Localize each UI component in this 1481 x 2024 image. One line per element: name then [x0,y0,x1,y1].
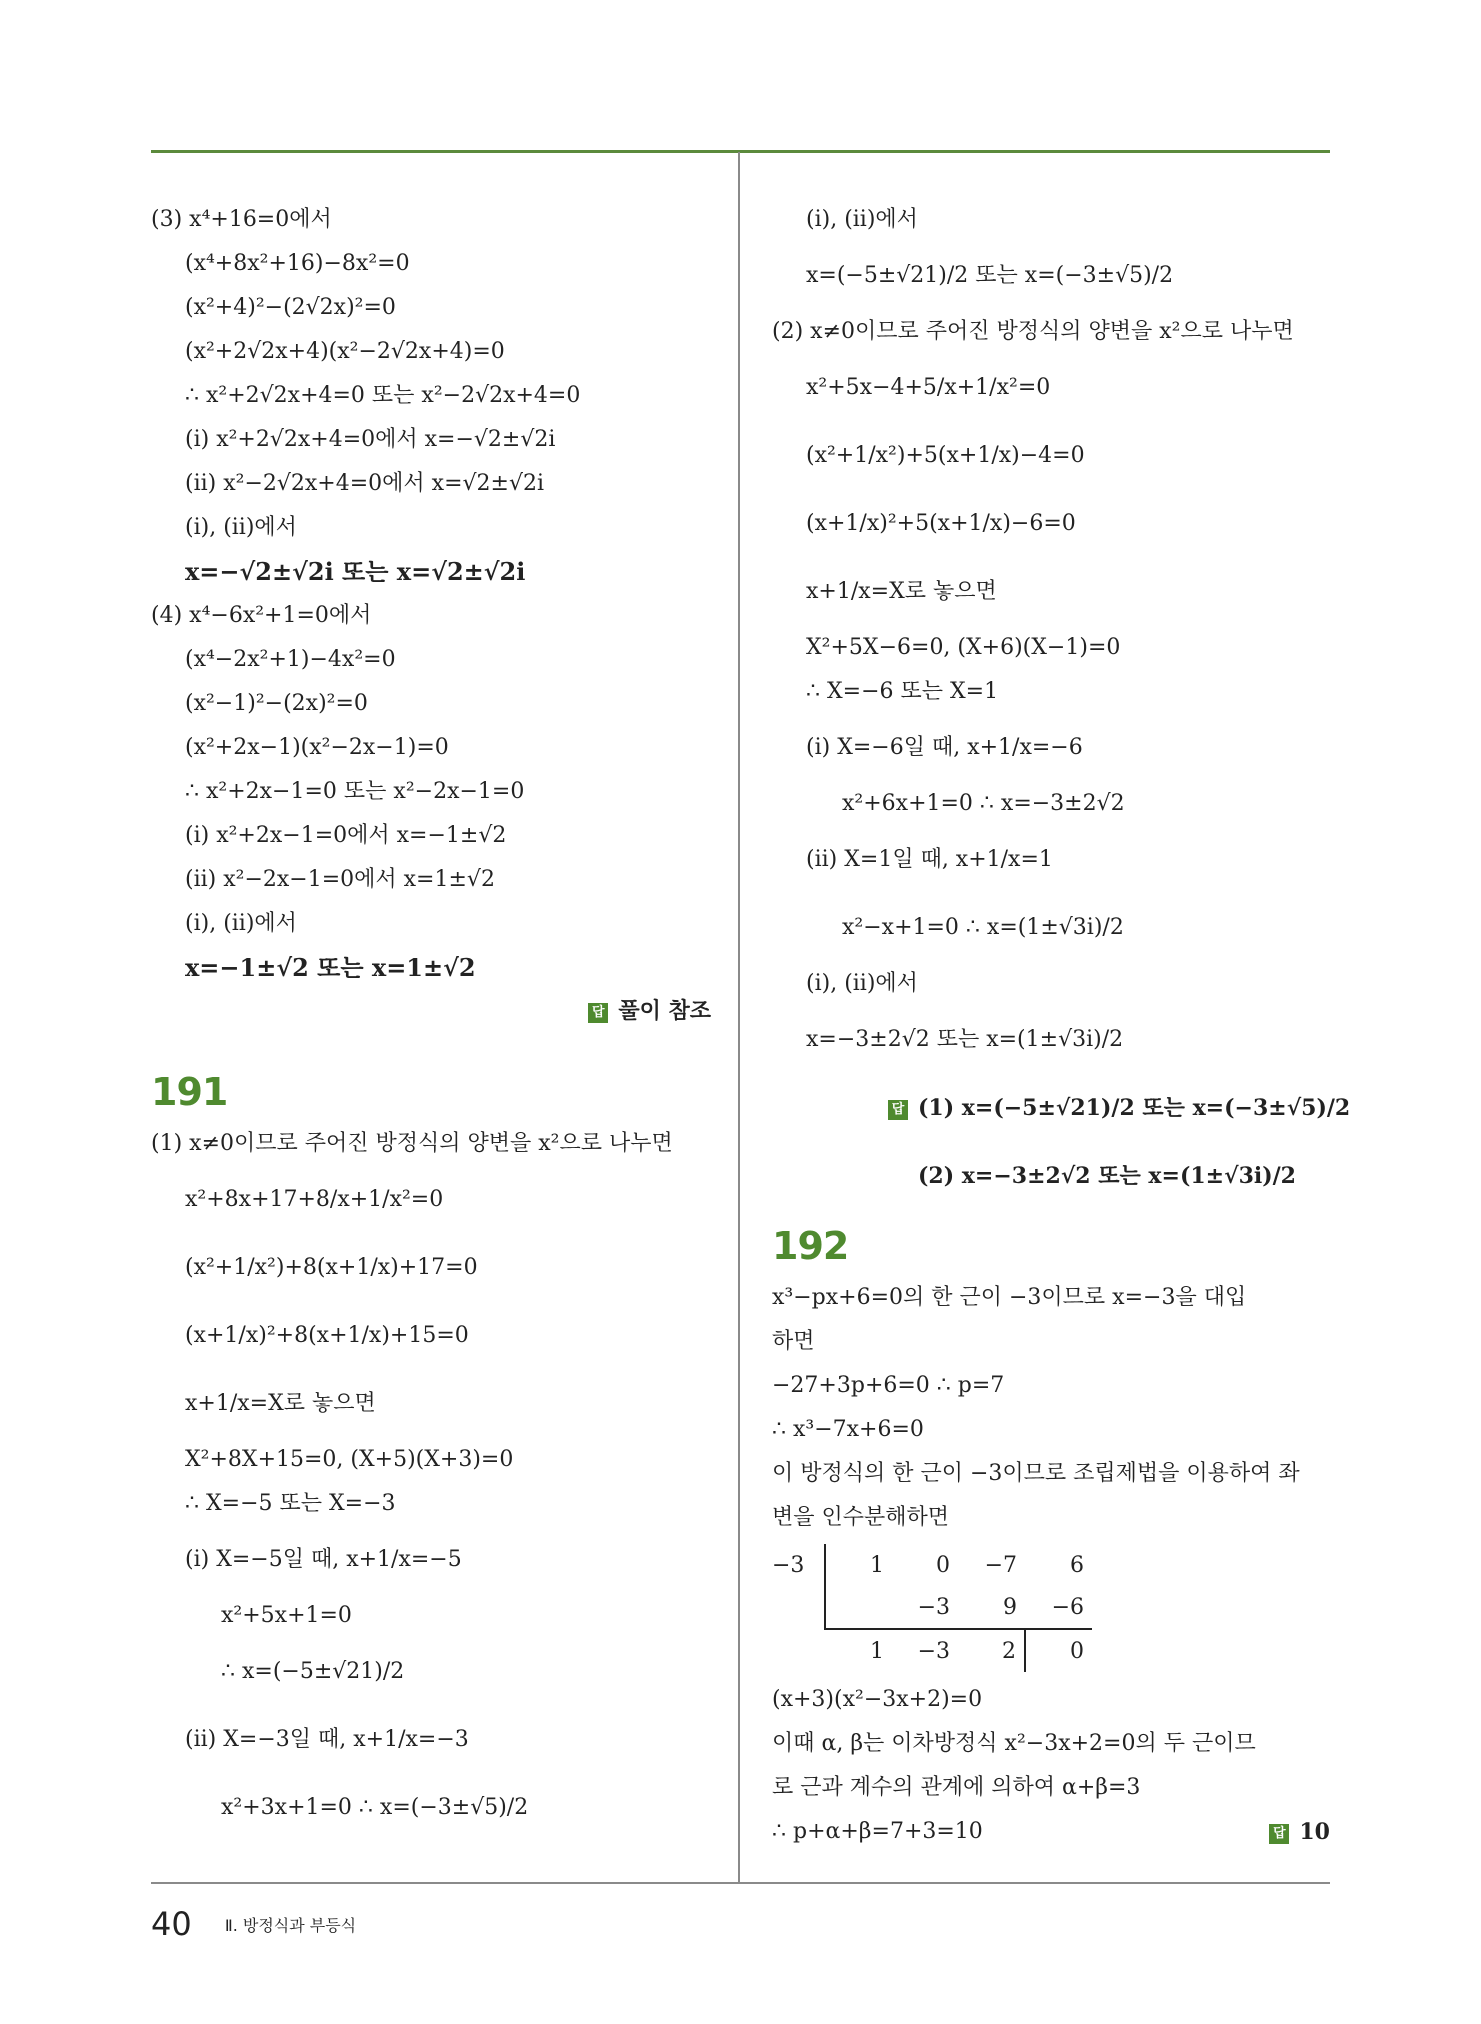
solution-line: 변을 인수분해하면 [772,1505,950,1530]
solution-line: ∴ X=−5 또는 X=−3 [185,1491,396,1516]
solution-line-final [772,1810,1330,1854]
solution-line: (i), (ii)에서 [806,971,918,996]
solution-line: (x²+2x−1)(x²−2x−1)=0 [185,735,449,760]
solution-line: ∴ x²+2x−1=0 또는 x²−2x−1=0 [185,779,525,804]
solution-result: x=−1±√2 또는 x=1±√2 [185,953,476,982]
solution-line: (x+1/x)²+8(x+1/x)+15=0 [185,1323,469,1348]
solution-text: ∴ p+α+β=7+3=10 [772,1819,983,1844]
solution-line: x+1/x=X로 놓으면 [806,579,997,604]
solution-line: (3) x⁴+16=0에서 [151,207,332,232]
solution-line: (i) X=−6일 때, x+1/x=−6 [806,735,1083,760]
part-3 [151,198,711,594]
answer-text: (1) x=(−5±√21)/2 또는 x=(−3±√5)/2 [918,1095,1351,1121]
solution-result: x=−√2±√2i 또는 x=√2±√2i [185,557,526,586]
bottom-rule [151,1882,1330,1884]
solution-line: (x²+1/x²)+5(x+1/x)−4=0 [806,443,1085,468]
problem-191-continued [772,198,1330,1074]
solution-line: 이때 α, β는 이차방정식 x²−3x+2=0의 두 근이므 [772,1731,1256,1756]
answer-text: 10 [1299,1819,1330,1845]
synthetic-division [772,1544,1330,1672]
solution-line: ∴ x²+2√2x+4=0 또는 x²−2√2x+4=0 [185,383,581,408]
solution-line: x²+5x−4+5/x+1/x²=0 [806,375,1051,400]
solution-line: 이 방정식의 한 근이 −3이므로 조립제법을 이용하여 좌 [772,1461,1300,1486]
answer-line [151,990,711,1034]
page-footer [151,1905,356,1943]
right-column [772,198,1351,1854]
solution-line: 로 근과 계수의 관계에 의하여 α+β=3 [772,1775,1141,1800]
solution-line: x=−3±2√2 또는 x=(1±√3i)/2 [806,1027,1124,1052]
answer-badge-icon: 답 [588,1003,608,1023]
solution-line: (x²+1/x²)+8(x+1/x)+17=0 [185,1255,478,1280]
solution-line: x²+8x+17+8/x+1/x²=0 [185,1187,444,1212]
division-cell: −3 [892,1586,958,1629]
column-divider [738,152,740,1882]
solution-line: (ii) X=1일 때, x+1/x=1 [806,847,1053,872]
division-cell: 6 [1070,1552,1084,1578]
answer-block-191 [772,1074,1351,1210]
left-column [151,198,711,1842]
solution-line: (1) x≠0이므로 주어진 방정식의 양변을 x²으로 나누면 [151,1131,673,1156]
division-cell: 1 [870,1638,884,1664]
solution-line: ∴ x³−7x+6=0 [772,1417,924,1442]
solution-line: (x+3)(x²−3x+2)=0 [772,1687,983,1712]
page-number: 40 [151,1905,192,1943]
solution-line: (i) x²+2x−1=0에서 x=−1±√2 [185,823,507,848]
solution-line: (i), (ii)에서 [806,207,918,232]
answer-badge-icon: 답 [1269,1824,1289,1844]
division-cell: 0 [936,1552,950,1578]
solution-line: (x+1/x)²+5(x+1/x)−6=0 [806,511,1076,536]
division-cell: −3 [917,1638,950,1664]
division-root: −3 [772,1552,805,1578]
solution-line: (i), (ii)에서 [185,515,297,540]
solution-line: ∴ X=−6 또는 X=1 [806,679,999,704]
part-4 [151,594,711,990]
division-cell: 2 [1002,1638,1016,1664]
division-remainder: 0 [1025,1629,1092,1672]
division-cell: −6 [1025,1586,1092,1629]
solution-line: x²−x+1=0 ∴ x=(1±√3i)/2 [842,915,1124,940]
solution-line: (ii) x²−2√2x+4=0에서 x=√2±√2i [185,471,545,496]
solution-line: x=(−5±√21)/2 또는 x=(−3±√5)/2 [806,263,1174,288]
solution-line: X²+5X−6=0, (X+6)(X−1)=0 [806,635,1121,660]
problem-191-solution [151,1122,711,1842]
division-cell: −7 [984,1552,1017,1578]
solution-line: (x²−1)²−(2x)²=0 [185,691,368,716]
solution-line: (i) X=−5일 때, x+1/x=−5 [185,1547,462,1572]
division-cell: 1 [825,1544,892,1586]
chapter-title: Ⅱ. 방정식과 부등식 [224,1915,357,1935]
synthetic-division-table [772,1544,1092,1672]
solution-line: (x⁴−2x²+1)−4x²=0 [185,647,396,672]
division-cell [825,1586,892,1629]
problem-number-192: 192 [772,1224,849,1268]
solution-line: (i) x²+2√2x+4=0에서 x=−√2±√2i [185,427,556,452]
solution-line: (ii) x²−2x−1=0에서 x=1±√2 [185,867,495,892]
division-cell: 9 [958,1586,1025,1629]
answer-line [772,1074,1351,1142]
problem-number-191: 191 [151,1070,228,1114]
solution-line: X²+8X+15=0, (X+5)(X+3)=0 [185,1447,514,1472]
solution-line: x³−px+6=0의 한 근이 −3이므로 x=−3을 대입 [772,1285,1247,1310]
solution-line: (x⁴+8x²+16)−8x²=0 [185,251,410,276]
solution-line: (x²+4)²−(2√2x)²=0 [185,295,396,320]
answer-text: (2) x=−3±2√2 또는 x=(1±√3i)/2 [918,1163,1296,1189]
solution-line: 하면 [772,1329,815,1354]
solution-line: ∴ x=(−5±√21)/2 [221,1659,405,1684]
solution-line: x²+3x+1=0 ∴ x=(−3±√5)/2 [221,1795,529,1820]
solution-line: x²+5x+1=0 [221,1603,352,1628]
solution-line: −27+3p+6=0 ∴ p=7 [772,1373,1005,1398]
solution-line: (x²+2√2x+4)(x²−2√2x+4)=0 [185,339,505,364]
solution-line: (4) x⁴−6x²+1=0에서 [151,603,372,628]
solution-line: (i), (ii)에서 [185,911,297,936]
solution-line: (ii) X=−3일 때, x+1/x=−3 [185,1727,469,1752]
problem-192-solution [772,1276,1330,1854]
top-rule [151,150,1330,153]
answer-badge-icon: 답 [888,1100,908,1120]
answer-text: 풀이 참조 [618,999,711,1024]
solution-line: (2) x≠0이므로 주어진 방정식의 양변을 x²으로 나누면 [772,319,1294,344]
solution-line: x+1/x=X로 놓으면 [185,1391,376,1416]
solution-line: x²+6x+1=0 ∴ x=−3±2√2 [842,791,1125,816]
answer-line [1269,1810,1330,1854]
